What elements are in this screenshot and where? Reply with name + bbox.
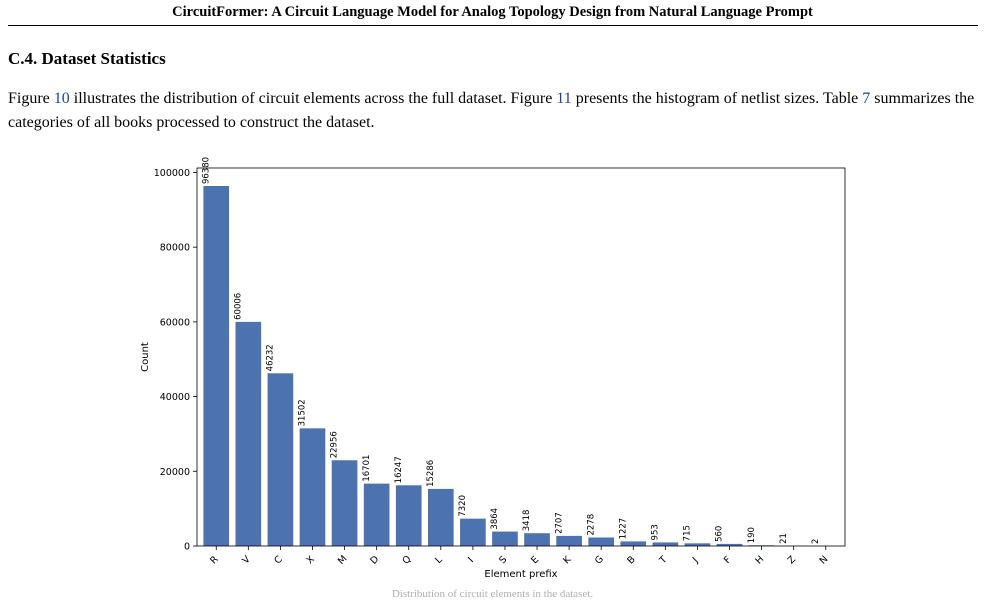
figure-ref-link[interactable]: 11 (556, 90, 572, 107)
bar-X (300, 428, 326, 546)
x-tick-label: R (208, 554, 221, 567)
x-tick-label: M (336, 553, 350, 568)
figure-ref-link[interactable]: 10 (53, 90, 70, 107)
x-tick-label: H (753, 553, 767, 567)
x-axis-label: Element prefix (484, 569, 558, 580)
y-tick-label: 0 (183, 541, 190, 553)
bar-C (268, 373, 294, 546)
x-tick-label: B (625, 554, 638, 567)
bar-I (460, 519, 486, 546)
bar-Q (396, 485, 422, 546)
x-tick-label: Z (785, 554, 799, 567)
data-label-F: 560 (714, 525, 725, 542)
bar-J (685, 543, 711, 546)
bar-B (620, 541, 646, 546)
data-label-R: 96380 (201, 156, 212, 184)
data-label-G: 2278 (586, 513, 597, 536)
x-tick-label: F (721, 554, 734, 567)
y-tick-label: 80000 (159, 242, 190, 254)
bar-E (524, 533, 550, 546)
running-header: CircuitFormer: A Circuit Language Model for Analog Topology Design from Natural Language Prompt (172, 4, 813, 20)
data-label-J: 715 (682, 525, 693, 542)
data-label-V: 60006 (233, 292, 244, 320)
y-axis-label: Count (140, 342, 151, 372)
plot-frame (197, 168, 845, 546)
bar-S (492, 532, 518, 546)
x-tick-label: T (657, 554, 670, 567)
figure-caption: Distribution of circuit elements in the dataset. (391, 588, 594, 600)
x-tick-label: S (497, 554, 510, 567)
bar-L (428, 489, 454, 546)
data-label-T: 953 (650, 524, 661, 541)
data-label-E: 3418 (522, 509, 533, 532)
y-tick-label: 40000 (159, 392, 190, 404)
y-tick-label: 60000 (159, 317, 190, 329)
y-tick-label: 100000 (153, 167, 190, 179)
data-label-H: 190 (746, 527, 757, 544)
bar-G (588, 537, 614, 546)
section-title: C.4. Dataset Statistics (8, 49, 166, 68)
data-label-M: 22956 (329, 431, 340, 459)
bar-V (235, 322, 261, 546)
bar-R (203, 186, 229, 546)
data-label-C: 46232 (265, 344, 276, 372)
x-tick-label: K (561, 554, 574, 567)
y-tick-label: 20000 (159, 466, 190, 478)
bar-K (556, 536, 582, 546)
data-label-Z: 21 (778, 533, 789, 544)
data-label-K: 2707 (554, 512, 565, 534)
data-label-Q: 16247 (393, 456, 404, 484)
bar-M (332, 460, 358, 546)
bar-T (653, 542, 679, 546)
table-ref-link[interactable]: 7 (862, 90, 871, 107)
bar-D (364, 484, 390, 546)
text-segment: Figure (8, 90, 54, 107)
x-tick-label: J (690, 555, 701, 566)
text-segment: illustrates the distribution of circuit elements across the full dataset. Figure (69, 90, 557, 107)
text-segment: summarizes the categories of all books processed to construct the dataset. (8, 90, 975, 131)
data-label-L: 15286 (425, 459, 436, 487)
x-tick-label: I (466, 555, 476, 566)
data-label-D: 16701 (361, 454, 372, 482)
x-tick-label: C (272, 553, 285, 567)
text-segment: presents the histogram of netlist sizes. Table (571, 90, 863, 107)
x-tick-label: G (592, 553, 606, 567)
x-tick-label: L (433, 554, 445, 566)
data-label-S: 3864 (490, 507, 501, 530)
x-tick-label: X (304, 554, 317, 567)
x-tick-label: N (817, 553, 831, 567)
x-tick-label: D (368, 553, 382, 567)
data-label-X: 31502 (297, 399, 308, 427)
x-tick-label: Q (400, 553, 414, 567)
x-tick-label: E (529, 554, 542, 567)
data-label-B: 1227 (618, 517, 629, 540)
x-tick-label: V (240, 554, 253, 567)
data-label-I: 7320 (458, 495, 469, 517)
data-label-N: 2 (810, 538, 821, 544)
